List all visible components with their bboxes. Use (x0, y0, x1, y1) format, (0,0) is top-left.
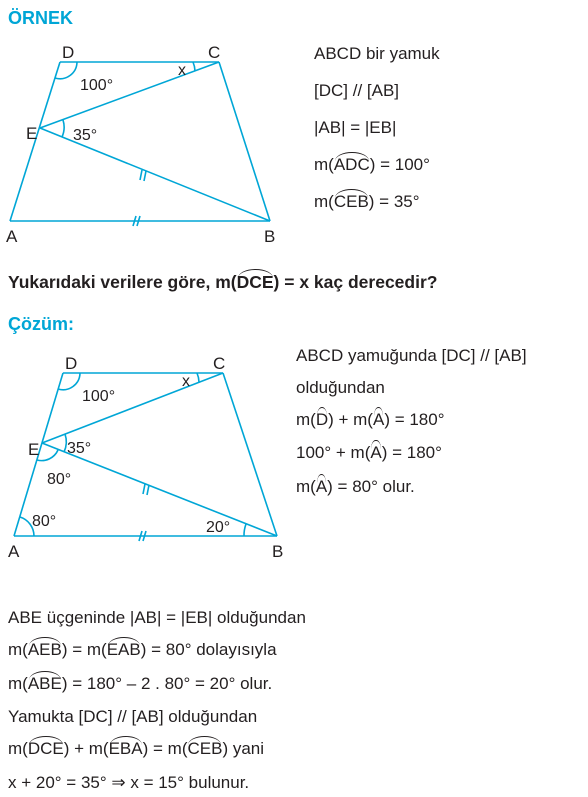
angle-label-x: x (182, 373, 190, 390)
point-label-d: D (62, 43, 75, 62)
point-label-e: E (28, 440, 40, 459)
angle-label-d: 100° (80, 77, 114, 94)
question: Yukarıdaki verilere göre, m(DCE) = x kaç derecedir? (8, 272, 438, 292)
angle-label-a: 80° (32, 513, 57, 530)
solution-bottom-3: m(ABE) = 180° – 2 . 80° = 20° olur. (8, 674, 273, 693)
point-label-a: A (8, 542, 20, 561)
solution-line-5: m(A) = 80° olur. (296, 477, 415, 496)
point-label-e: E (26, 124, 38, 143)
solution-heading: Çözüm: (8, 314, 74, 334)
point-label-b: B (272, 542, 284, 561)
solution-line-4: 100° + m(A) = 180° (296, 443, 442, 462)
solution-bottom-6: x + 20° = 35° ⇒ x = 15° bulunur. (8, 773, 250, 792)
point-label-d: D (65, 354, 78, 373)
point-label-b: B (264, 227, 276, 246)
given-angle-adc: m(ADC) = 100° (314, 155, 430, 174)
solution-bottom-2: m(AEB) = m(EAB) = 80° dolayısıyla (8, 640, 277, 659)
angle-label-e-lower: 80° (47, 471, 72, 488)
given-trapezoid: ABCD bir yamuk (314, 44, 440, 63)
angle-label-e: 35° (73, 127, 98, 144)
angle-label-x: x (178, 62, 186, 79)
given-equal-sides: |AB| = |EB| (314, 118, 397, 137)
solution-line-1: ABCD yamuğunda [DC] // [AB] (296, 346, 527, 365)
angle-label-d: 100° (82, 388, 116, 405)
angle-label-b: 20° (206, 519, 231, 536)
point-label-c: C (213, 354, 226, 373)
given-angle-ceb: m(CEB) = 35° (314, 192, 420, 211)
point-label-c: C (208, 43, 221, 62)
angle-label-e: 35° (67, 440, 92, 457)
given-parallel: [DC] // [AB] (314, 81, 400, 100)
solution-line-3: m(D) + m(A) = 180° (296, 410, 445, 429)
example-heading: ÖRNEK (8, 8, 74, 28)
solution-line-2: olduğundan (296, 378, 385, 397)
solution-bottom-5: m(DCE) + m(EBA) = m(CEB) yani (8, 739, 265, 758)
point-label-a: A (6, 227, 18, 246)
solution-bottom-4: Yamukta [DC] // [AB] olduğundan (8, 707, 258, 726)
solution-bottom-1: ABE üçgeninde |AB| = |EB| olduğundan (8, 608, 306, 627)
